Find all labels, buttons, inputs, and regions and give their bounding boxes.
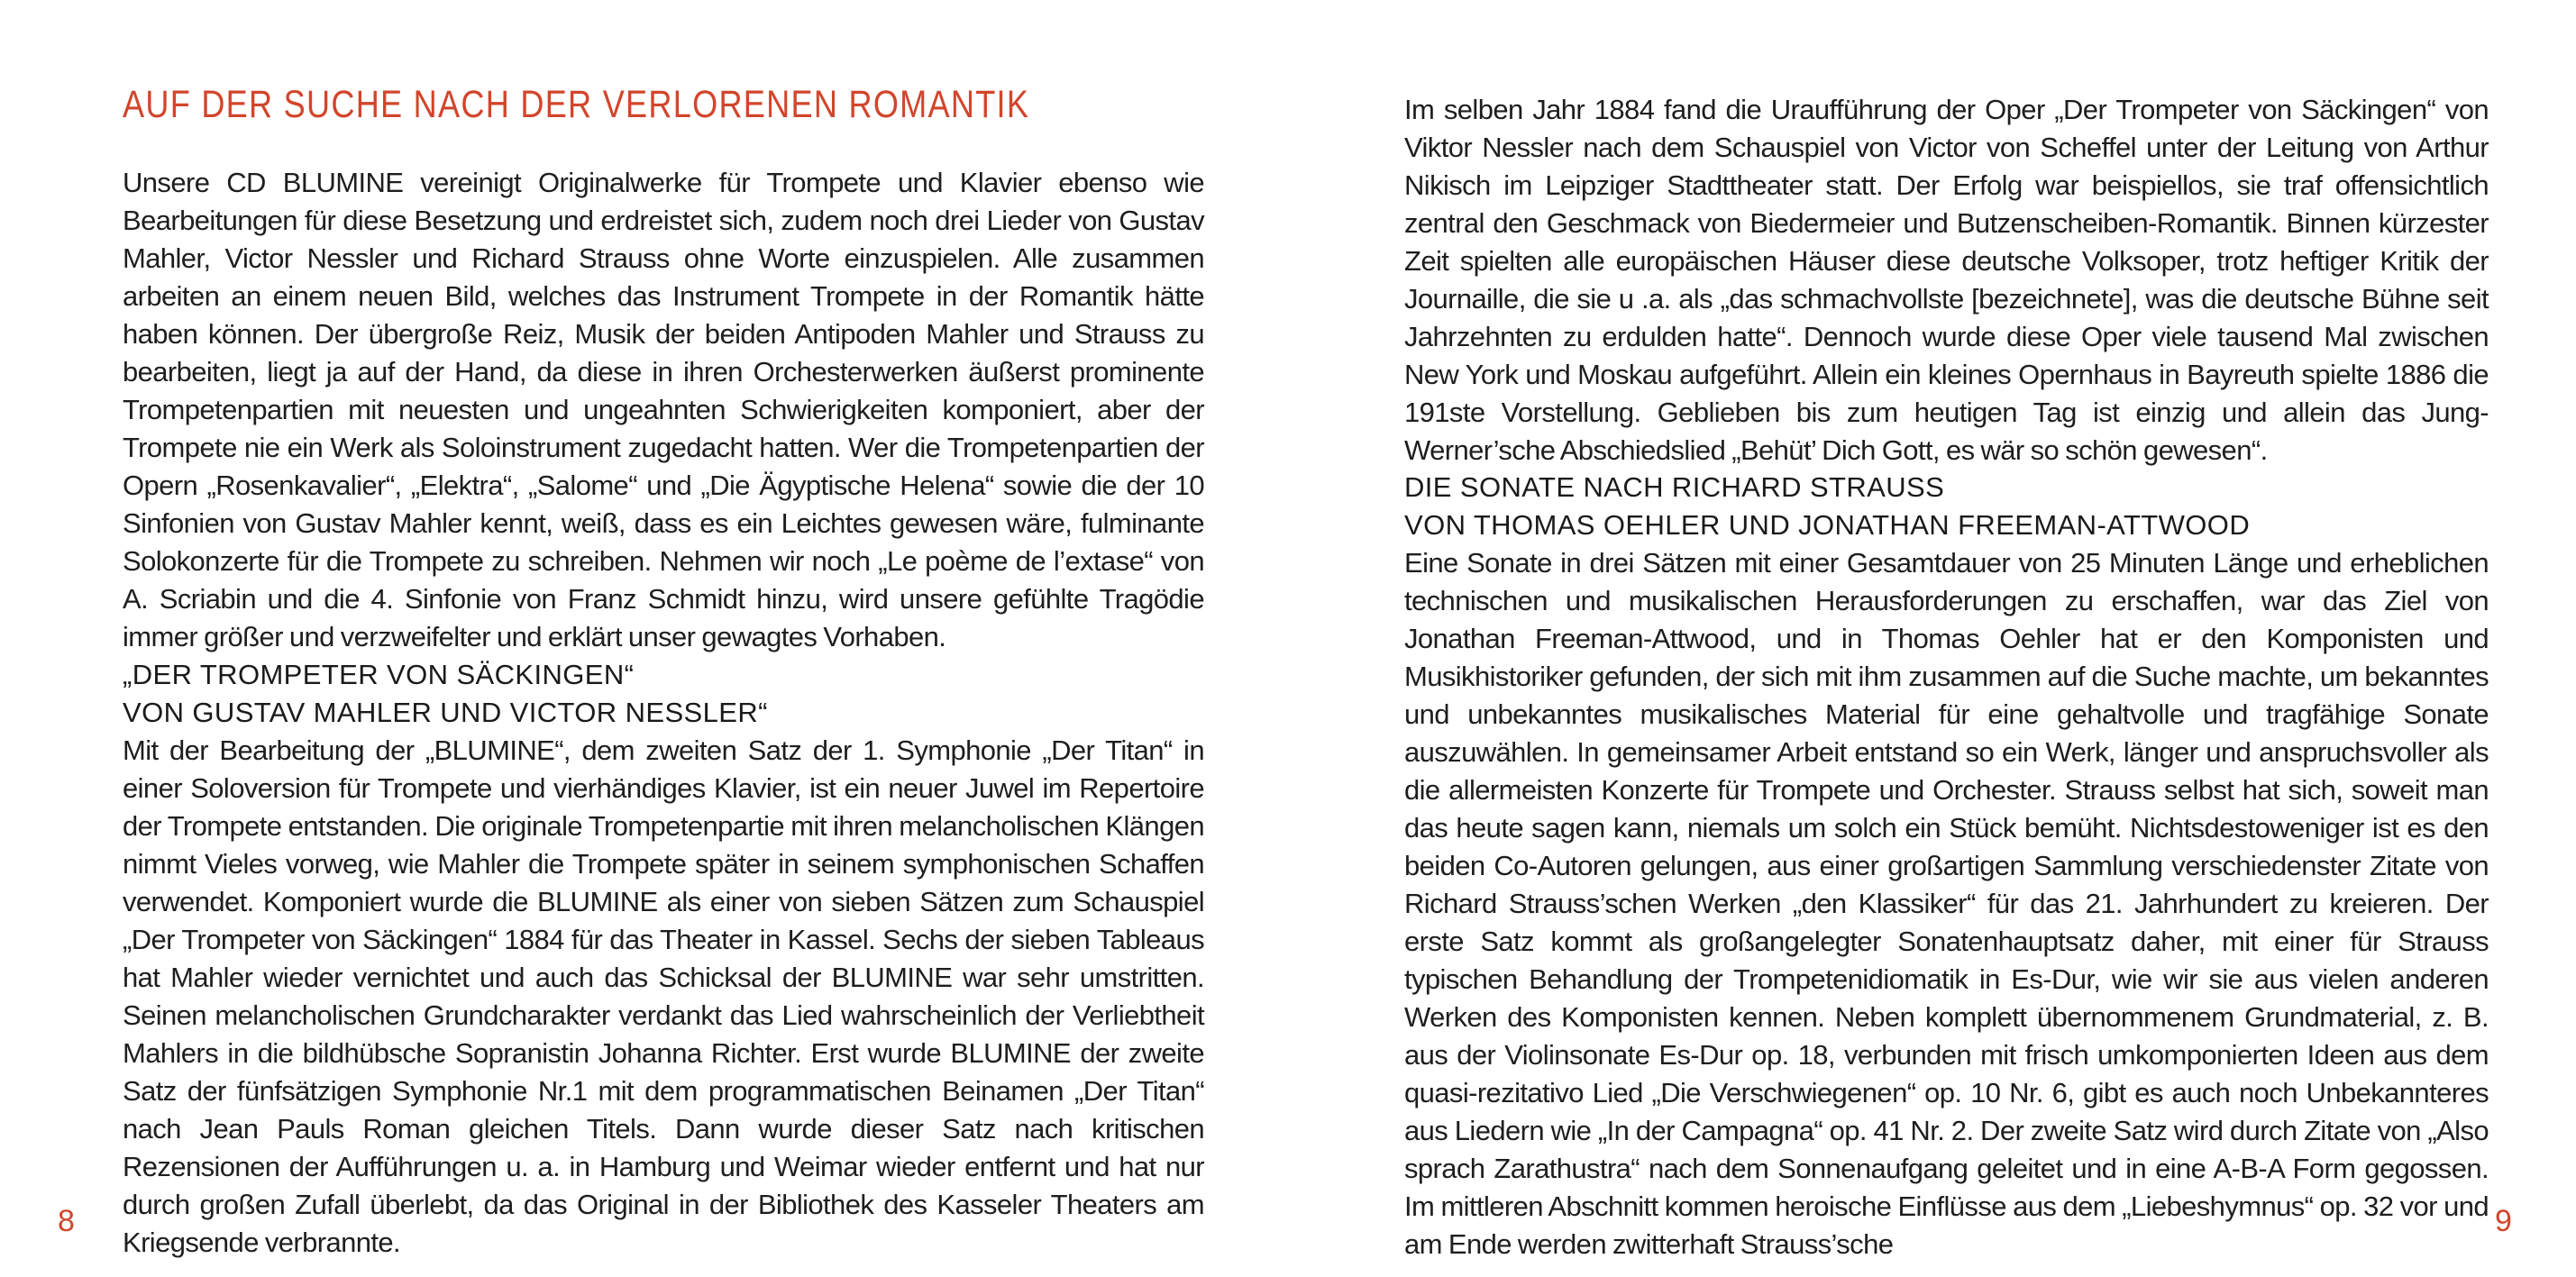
section-paragraph-sonate: Eine Sonate in drei Sätzen mit einer Gesamtdauer von 25 Minuten Länge und erheblichen technischen und musikalischen Herausforderungen zu erschaffen, war das Ziel von Jonathan Freeman-Attwood, und in Thomas Oehler hat er den Komponisten und Musikhistoriker gefunden, der sich mit ihm zusammen auf die Suche machte, um bekanntes und unbekanntes musikalisches Material für eine gehaltvolle und tragfähige Sonate auszuwählen. In gemeinsamer Arbeit entstand so ein Werk, länger und anspruchsvoller als die allermeisten Konzerte für Trompete und Orchester. Strauss selbst hat sich, soweit man das heute sagen kann, niemals um solch ein Stück bemüht. Nichtsdestoweniger ist es den beiden Co-Autoren gelungen, aus einer großartigen Sammlung verschiedenster Zitate von Richard Strauss’schen Werken „den Klassiker“ für das 21. Jahrhundert zu kreieren. Der erste Satz kommt als großangelegter Sonatenhauptsatz daher, mit einer für Strauss typischen Behandlung der Trompetenidiomatik in Es-Dur, wie wir sie aus vielen anderen Werken des Komponisten kennen. Neben komplett übernommenem Grundmaterial, z. B. aus der Violinsonate Es-Dur op. 18, verbunden mit frisch umkomponierten Ideen aus dem quasi-rezitativo Lied „Die Verschwiegenen“ op. 10 Nr. 6, gibt es auch noch Unbekannteres aus Liedern wie „In der Campagna“ op. 41 Nr. 2. Der zweite Satz wird durch Zitate von „Also sprach Zarathustra“ nach dem Sonnenaufgang geleitet und in eine A-B-A Form gegossen. Im mittleren Abschnitt kommen heroische Einflüsse aus dem „Liebeshymnus“ op. 32 vor und am Ende werden zwitterhaft Strauss’sche [1404, 547, 2489, 1260]
intro-paragraph: Unsere CD BLUMINE vereinigt Originalwerke für Trompete und Klavier ebenso wie Bearbeitungen für diese Besetzung und erdreistet sich, zudem noch drei Lieder von Gustav Mahler, Victor Nessler und Richard Strauss ohne Worte einzuspielen. Alle zusammen arbeiten an einem neuen Bild, welches das Instrument Trompete in der Romantik hätte haben können. Der übergroße Reiz, Musik der beiden Antipoden Mahler und Strauss zu bearbeiten, liegt ja auf der Hand, da diese in ihren Orchesterwerken äußerst prominente Trompetenpartien mit neuesten und ungeahnten Schwierigkeiten komponiert, aber der Trompete nie ein Werk als Soloinstrument zugedacht hatten. Wer die Trompetenpartien der Opern „Rosenkavalier“, „Elektra“, „Salome“ und „Die Ägyptische Helena“ sowie die der 10 Sinfonien von Gustav Mahler kennt, weiß, dass es ein Leichtes gewesen wäre, fulminante Solokonzerte für die Trompete zu schreiben. Nehmen wir noch „Le poème de l’extase“ von A. Scriabin und die 4. Sinfonie von Franz Schmidt hinzu, wird unsere gefühlte Tragödie immer größer und verzweifelter und erklärt unser gewagtes Vorhaben. [123, 167, 1204, 652]
section-heading-line: DIE SONATE NACH RICHARD STRAUSS [1404, 471, 1945, 503]
section-heading-line: VON THOMAS OEHLER UND JONATHAN FREEMAN-ATTWOOD [1404, 509, 2251, 541]
section-heading-line: VON GUSTAV MAHLER UND VICTOR NESSLER“ [123, 697, 768, 728]
page-title: AUF DER SUCHE NACH DER VERLORENEN ROMANTIK [123, 83, 1030, 126]
section-heading-trompeter [123, 656, 1204, 732]
section-heading-sonate [1404, 469, 2489, 544]
section-paragraph-trompeter: Mit der Bearbeitung der „BLUMINE“, dem zweiten Satz der 1. Symphonie „Der Titan“ in einer Soloversion für Trompete und vierhändiges Klavier, ist ein neuer Juwel im Repertoire der Trompete entstanden. Die originale Trompetenpartie mit ihren melancholischen Klängen nimmt Vieles vorweg, wie Mahler die Trompete später in seinem symphonischen Schaffen verwendet. Komponiert wurde die BLUMINE als einer von sieben Sätzen zum Schauspiel „Der Trompeter von Säckingen“ 1884 für das Theater in Kassel. Sechs der sieben Tableaus hat Mahler wieder vernichtet und auch das Schicksal der BLUMINE war sehr umstritten. Seinen melancholischen Grundcharakter verdankt das Lied wahrscheinlich der Verliebtheit Mahlers in die bildhübsche Sopranistin Johanna Richter. Erst wurde BLUMINE der zweite Satz der fünfsätzigen Symphonie Nr.1 mit dem programmatischen Beinamen „Der Titan“ nach Jean Pauls Roman gleichen Titels. Dann wurde dieser Satz nach kritischen Rezensionen der Aufführungen u. a. in Hamburg und Weimar wieder entfernt und hat nur durch großen Zufall überlebt, da das Original in der Bibliothek des Kasseler Theaters am Kriegsende verbrannte. [123, 734, 1204, 1258]
page-number-right: 9 [2495, 1204, 2512, 1238]
intro-paragraph-right: Im selben Jahr 1884 fand die Uraufführung der Oper „Der Trompeter von Säckingen“ von Viktor Nessler nach dem Schauspiel von Victor von Scheffel unter der Leitung von Arthur Nikisch im Leipziger Stadttheater statt. Der Erfolg war beispiellos, sie traf offensichtlich zentral den Geschmack von Biedermeier und Butzenscheiben-Romantik. Binnen kürzester Zeit spielten alle europäischen Häuser diese deutsche Volksoper, trotz heftiger Kritik der Journaille, die sie u .a. als „das schmachvollste [bezeichnete], was die deutsche Bühne seit Jahrzehnten zu erdulden hatte“. Dennoch wurde diese Oper viele tausend Mal zwischen New York und Moskau aufgeführt. Allein ein kleines Opernhaus in Bayreuth spielte 1886 die 191ste Vorstellung. Geblieben bis zum heutigen Tag ist einzig und allein das Jung-Werner’sche Abschiedslied „Behüt’ Dich Gott, es wär so schön gewesen“. [1404, 94, 2489, 466]
section-heading-line: „DER TROMPETER VON SÄCKINGEN“ [123, 659, 635, 690]
page-number-left: 8 [58, 1204, 75, 1238]
